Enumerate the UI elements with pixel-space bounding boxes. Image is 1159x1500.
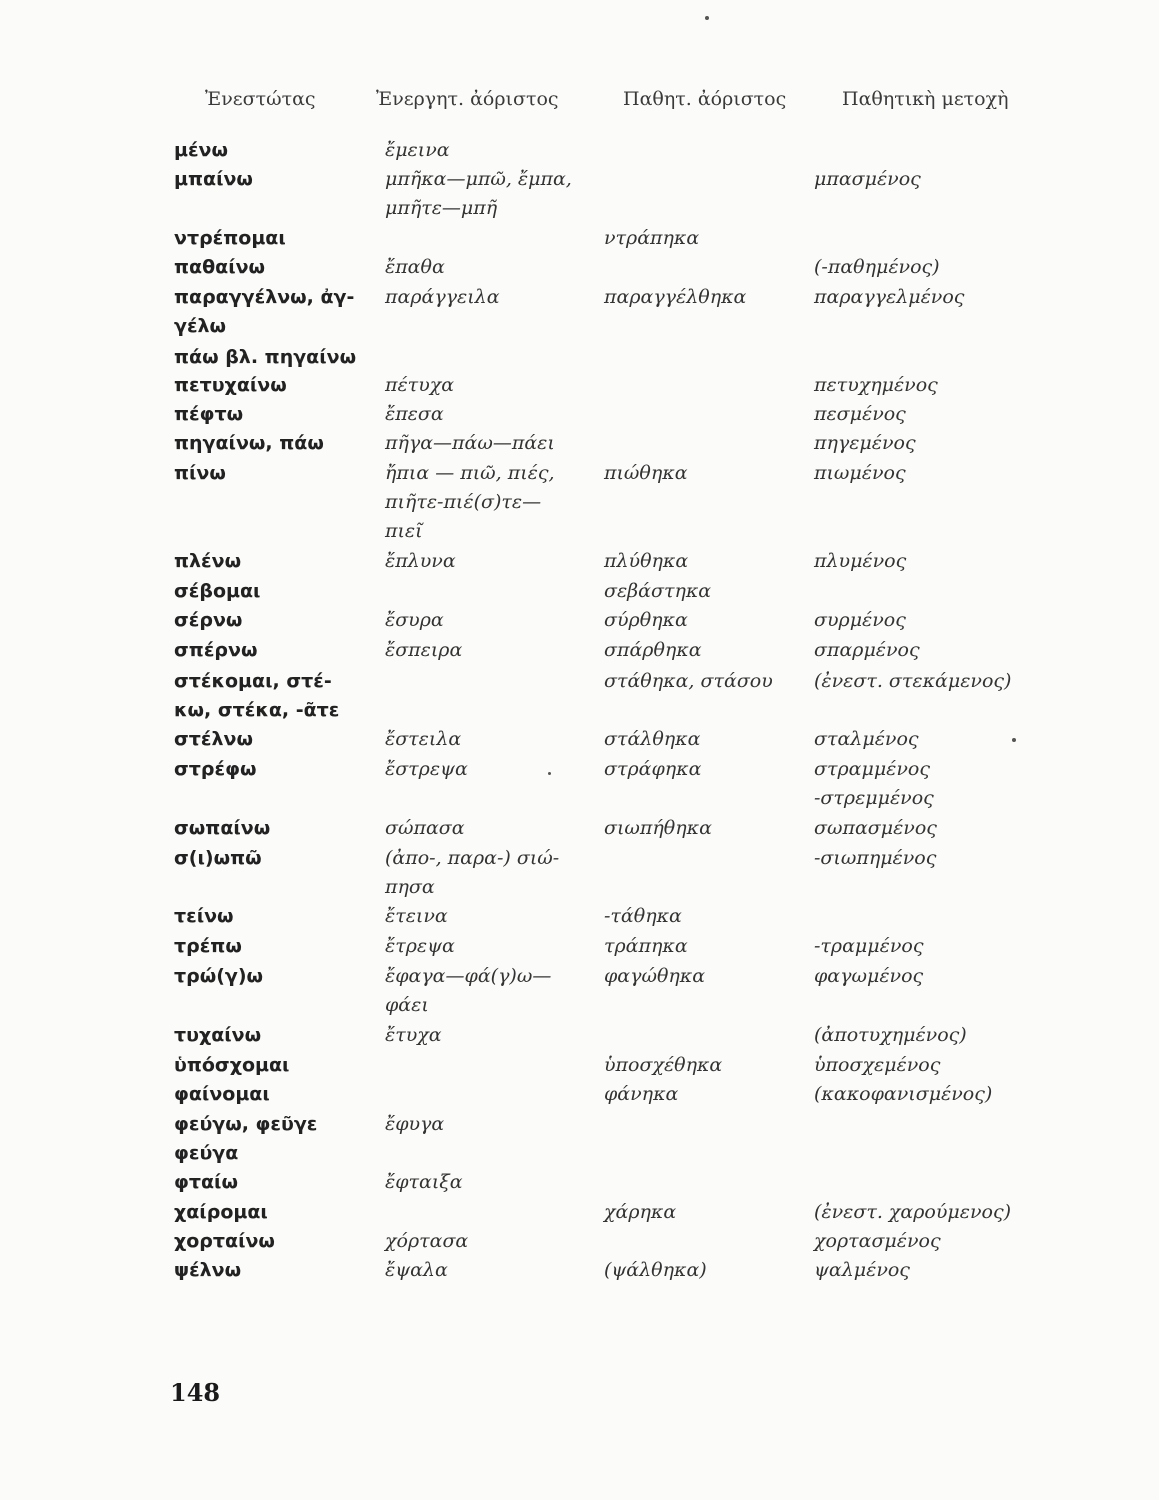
cell-passive-aorist	[604, 283, 804, 312]
cell-line: (-παθημένος)	[814, 256, 940, 278]
header-active-aorist: Ἐνεργητ. ἀόριστος	[376, 88, 559, 110]
cell-active-aorist	[385, 962, 600, 1020]
cell-line: φεύγω, φεῦγε	[174, 1113, 318, 1135]
cell-line: μπῆκα—μπῶ, ἔμπα,	[385, 168, 572, 190]
cell-line: μπαίνω	[174, 168, 253, 190]
cell-passive-aorist	[604, 962, 804, 991]
cell-present	[174, 755, 379, 784]
cell-line: στέλνω	[174, 728, 253, 750]
cell-line: πιῆτε-πιέ(σ)τε—	[385, 491, 542, 513]
cell-active-aorist	[385, 725, 600, 754]
cell-present	[174, 932, 379, 961]
cell-line: ψέλνω	[174, 1259, 242, 1281]
cell-active-aorist	[385, 1110, 600, 1139]
cell-line: σταλμένος	[814, 728, 919, 750]
cell-line: χάρηκα	[604, 1201, 677, 1223]
cell-line: φεύγα	[174, 1142, 239, 1164]
cell-line: ὑποσχεμένος	[814, 1054, 941, 1076]
cell-participle	[814, 636, 1054, 665]
cell-passive-aorist	[604, 224, 804, 253]
cell-active-aorist	[385, 459, 600, 546]
cell-passive-aorist	[604, 459, 804, 488]
cell-participle	[814, 667, 1054, 696]
cell-active-aorist	[385, 932, 600, 961]
cell-line: ὑπόσχομαι	[174, 1054, 290, 1076]
cell-participle	[814, 606, 1054, 635]
cell-line: ἔστρεψα	[385, 758, 468, 780]
cell-line: παθαίνω	[174, 256, 266, 278]
cell-line: πῆγα—πάω—πάει	[385, 432, 555, 454]
cell-line: πιωμένος	[814, 462, 906, 484]
cell-active-aorist	[385, 636, 600, 665]
cell-passive-aorist	[604, 814, 804, 843]
cell-line: στραμμένος	[814, 758, 931, 780]
cell-present	[174, 343, 379, 372]
cell-participle	[814, 932, 1054, 961]
cell-present	[174, 371, 379, 400]
cell-line: τρώ(γ)ω	[174, 965, 264, 987]
cell-present	[174, 400, 379, 429]
cell-participle	[814, 165, 1054, 194]
cell-line: γέλω	[174, 315, 227, 337]
cell-line: σπάρθηκα	[604, 639, 702, 661]
cell-present	[174, 429, 379, 458]
cell-line: σέβομαι	[174, 580, 261, 602]
cell-line: (ἐνεστ. στεκάμενος)	[814, 670, 1012, 692]
cell-line: ἔστειλα	[385, 728, 462, 750]
cell-line: ἔσπειρα	[385, 639, 463, 661]
cell-present	[174, 725, 379, 754]
cell-active-aorist	[385, 814, 600, 843]
cell-passive-aorist	[604, 755, 804, 784]
cell-line: (ἀποτυχημένος)	[814, 1024, 967, 1046]
cell-present	[174, 253, 379, 282]
cell-participle	[814, 371, 1054, 400]
cell-active-aorist	[385, 1021, 600, 1050]
cell-participle	[814, 547, 1054, 576]
cell-line: -στρεμμένος	[814, 787, 934, 809]
cell-line: πεσμένος	[814, 403, 906, 425]
cell-present	[174, 962, 379, 991]
cell-participle	[814, 1051, 1054, 1080]
cell-line: μπασμένος	[814, 168, 921, 190]
cell-active-aorist	[385, 429, 600, 458]
cell-active-aorist	[385, 902, 600, 931]
cell-participle	[814, 962, 1054, 991]
cell-line: σπέρνω	[174, 639, 258, 661]
cell-active-aorist	[385, 1256, 600, 1285]
cell-line: (ἐνεστ. χαρούμενος)	[814, 1201, 1012, 1223]
cell-line: τρέπω	[174, 935, 242, 957]
cell-present	[174, 1227, 379, 1256]
cell-participle	[814, 1227, 1054, 1256]
cell-line: πίνω	[174, 462, 226, 484]
cell-line: παράγγειλα	[385, 286, 500, 308]
cell-participle	[814, 253, 1054, 282]
cell-active-aorist	[385, 400, 600, 429]
cell-line: σ(ι)ωπῶ	[174, 847, 262, 869]
cell-line: στρέφω	[174, 758, 257, 780]
cell-present	[174, 636, 379, 665]
cell-line: ἔφαγα—φά(γ)ω—	[385, 965, 552, 987]
cell-present	[174, 165, 379, 194]
cell-present	[174, 606, 379, 635]
cell-line: πετυχαίνω	[174, 374, 287, 396]
cell-line: πλυμένος	[814, 550, 907, 572]
cell-participle	[814, 1198, 1054, 1227]
header-passive-participle: Παθητικὴ μετοχὴ	[842, 88, 1009, 110]
cell-line: φταίω	[174, 1171, 238, 1193]
cell-line: πησα	[385, 876, 435, 898]
cell-passive-aorist	[604, 1198, 804, 1227]
cell-participle	[814, 429, 1054, 458]
cell-present	[174, 844, 379, 873]
cell-line: πηγαίνω, πάω	[174, 432, 324, 454]
cell-line: ἔπαθα	[385, 256, 445, 278]
cell-line: ἔφταιξα	[385, 1171, 463, 1193]
cell-participle	[814, 459, 1054, 488]
cell-present	[174, 1110, 379, 1168]
cell-active-aorist	[385, 371, 600, 400]
cell-line: ἔμεινα	[385, 139, 450, 161]
cell-line: τυχαίνω	[174, 1024, 262, 1046]
cell-line: σπαρμένος	[814, 639, 920, 661]
paper-speck	[1012, 738, 1016, 742]
cell-line: πετυχημένος	[814, 374, 938, 396]
cell-line: ντράπηκα	[604, 227, 700, 249]
cell-line: φαγωμένος	[814, 965, 924, 987]
cell-present	[174, 1168, 379, 1197]
cell-line: σώπασα	[385, 817, 465, 839]
cell-present	[174, 1021, 379, 1050]
cell-participle	[814, 755, 1054, 813]
cell-present	[174, 577, 379, 606]
cell-passive-aorist	[604, 725, 804, 754]
cell-line: φαγώθηκα	[604, 965, 706, 987]
cell-line: πάω βλ. πηγαίνω	[174, 346, 357, 368]
cell-line: ἔπλυνα	[385, 550, 456, 572]
cell-line: πλύθηκα	[604, 550, 689, 572]
cell-passive-aorist	[604, 902, 804, 931]
cell-line: σέρνω	[174, 609, 243, 631]
cell-line: μπῆτε—μπῆ	[385, 197, 498, 219]
cell-passive-aorist	[604, 667, 804, 696]
cell-active-aorist	[385, 1168, 600, 1197]
cell-line: ἔτυχα	[385, 1024, 442, 1046]
paper-speck	[548, 772, 551, 775]
cell-line: ἔτεινα	[385, 905, 448, 927]
cell-line: σύρθηκα	[604, 609, 688, 631]
cell-line: τείνω	[174, 905, 234, 927]
cell-line: φαίνομαι	[174, 1083, 270, 1105]
cell-present	[174, 1080, 379, 1109]
paper-speck	[705, 16, 709, 20]
cell-passive-aorist	[604, 1051, 804, 1080]
cell-line: παραγγέλθηκα	[604, 286, 747, 308]
cell-line: (ἀπο-, παρα-) σιώ-	[385, 847, 560, 869]
cell-line: χόρτασα	[385, 1230, 469, 1252]
cell-present	[174, 667, 379, 725]
cell-line: σεβάστηκα	[604, 580, 712, 602]
cell-line: σιωπήθηκα	[604, 817, 712, 839]
cell-line: φάει	[385, 994, 429, 1016]
cell-line: συρμένος	[814, 609, 906, 631]
cell-line: πιεῖ	[385, 520, 423, 542]
cell-active-aorist	[385, 136, 600, 165]
cell-active-aorist	[385, 547, 600, 576]
cell-passive-aorist	[604, 1256, 804, 1285]
cell-present	[174, 136, 379, 165]
cell-line: ὑποσχέθηκα	[604, 1054, 723, 1076]
cell-line: -τραμμένος	[814, 935, 924, 957]
cell-active-aorist	[385, 606, 600, 635]
cell-line: ἔσυρα	[385, 609, 444, 631]
cell-line: ντρέπομαι	[174, 227, 286, 249]
header-passive-aorist: Παθητ. ἀόριστος	[623, 88, 787, 110]
cell-line: σωπασμένος	[814, 817, 937, 839]
cell-active-aorist	[385, 283, 600, 312]
cell-present	[174, 1198, 379, 1227]
cell-participle	[814, 400, 1054, 429]
cell-line: -σιωπημένος	[814, 847, 937, 869]
cell-line: ἔφυγα	[385, 1113, 445, 1135]
cell-participle	[814, 814, 1054, 843]
cell-line: χορτασμένος	[814, 1230, 941, 1252]
cell-passive-aorist	[604, 547, 804, 576]
cell-present	[174, 902, 379, 931]
cell-passive-aorist	[604, 1080, 804, 1109]
cell-line: χαίρομαι	[174, 1201, 268, 1223]
cell-participle	[814, 1080, 1054, 1109]
cell-line: ἔψαλα	[385, 1259, 448, 1281]
cell-present	[174, 1051, 379, 1080]
cell-line: ἤπια — πιῶ, πιές,	[385, 462, 555, 484]
cell-line: παραγγέλνω, ἀγ-	[174, 286, 355, 308]
cell-line: ψαλμένος	[814, 1259, 910, 1281]
cell-line: -τάθηκα	[604, 905, 682, 927]
cell-passive-aorist	[604, 577, 804, 606]
cell-line: τράπηκα	[604, 935, 688, 957]
header-present: Ἐνεστώτας	[205, 88, 316, 110]
cell-active-aorist	[385, 165, 600, 223]
cell-line: πλένω	[174, 550, 242, 572]
cell-line: στέκομαι, στέ-	[174, 670, 332, 692]
cell-line: ἔπεσα	[385, 403, 444, 425]
cell-passive-aorist	[604, 606, 804, 635]
cell-participle	[814, 283, 1054, 312]
cell-line: φάνηκα	[604, 1083, 679, 1105]
cell-line: στάλθηκα	[604, 728, 701, 750]
cell-active-aorist	[385, 844, 600, 902]
cell-present	[174, 1256, 379, 1285]
cell-passive-aorist	[604, 636, 804, 665]
cell-present	[174, 224, 379, 253]
cell-line: σωπαίνω	[174, 817, 271, 839]
cell-line: χορταίνω	[174, 1230, 275, 1252]
cell-line: πέτυχα	[385, 374, 455, 396]
cell-line: πιώθηκα	[604, 462, 688, 484]
cell-participle	[814, 844, 1054, 873]
cell-participle	[814, 1021, 1054, 1050]
cell-line: (κακοφανισμένος)	[814, 1083, 993, 1105]
cell-line: (ψάλθηκα)	[604, 1259, 707, 1281]
cell-line: ἔτρεψα	[385, 935, 455, 957]
cell-participle	[814, 1256, 1054, 1285]
cell-active-aorist	[385, 1227, 600, 1256]
cell-line: στράφηκα	[604, 758, 702, 780]
page-number: 148	[170, 1378, 221, 1407]
cell-line: στάθηκα, στάσου	[604, 670, 773, 692]
cell-active-aorist	[385, 755, 600, 784]
cell-present	[174, 814, 379, 843]
cell-active-aorist	[385, 253, 600, 282]
cell-present	[174, 459, 379, 488]
cell-line: πηγεμένος	[814, 432, 916, 454]
cell-participle	[814, 725, 1054, 754]
cell-line: μένω	[174, 139, 229, 161]
cell-line: κω, στέκα, -ᾶτε	[174, 699, 340, 721]
cell-present	[174, 547, 379, 576]
cell-present	[174, 283, 379, 341]
cell-line: παραγγελμένος	[814, 286, 965, 308]
cell-line: πέφτω	[174, 403, 244, 425]
cell-passive-aorist	[604, 932, 804, 961]
